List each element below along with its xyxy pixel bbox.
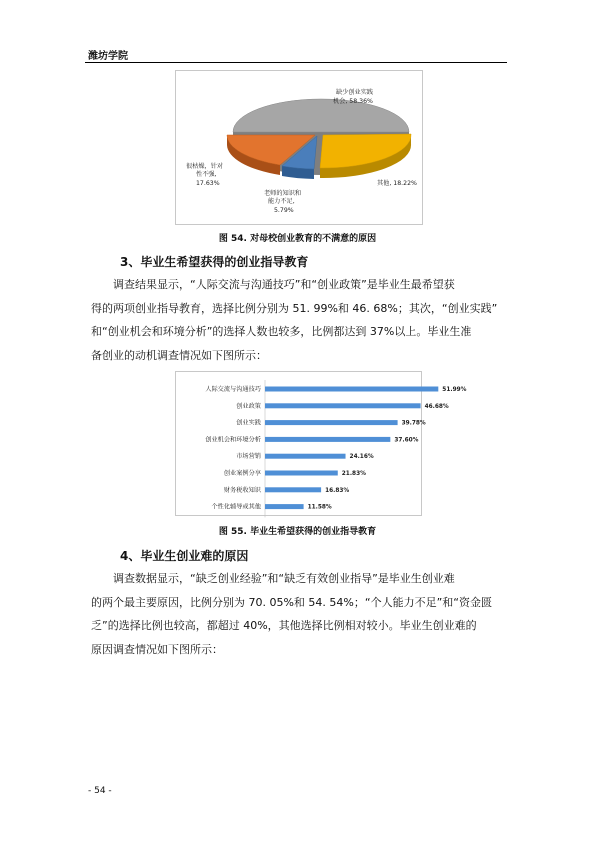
bar-category-label: 财务税收知识 [223, 486, 261, 494]
section-3-title: 3、毕业生希望获得的创业指导教育 [120, 255, 309, 269]
label-other: 其他, 18.22% [377, 180, 417, 187]
bar-value-label: 11.58% [307, 504, 332, 511]
section-4-line: 乏”的选择比例也较高，都超过 40%，其他选择比例相对较小。毕业生创业难的 [91, 619, 477, 632]
label-targeted-l1: 很枯燥，针对 [186, 163, 224, 170]
section-3-line: 和“创业机会和环境分析”的选择人数也较多，比例都达到 37%以上。毕业生准 [91, 325, 472, 338]
label-lack-practice-l1: 缺少创业实践 [336, 89, 374, 96]
pie-chart-svg [176, 71, 422, 224]
label-teacher-l3: 5.79% [274, 207, 294, 214]
bar-value-label: 24.16% [349, 454, 374, 461]
figure-54-caption: 图 54. 对母校创业教育的不满意的原因 [218, 234, 377, 244]
bar [265, 387, 438, 392]
section-4-line: 调查数据显示，“缺乏创业经验”和“缺乏有效创业指导”是毕业生创业难 [113, 572, 455, 585]
label-teacher-l1: 老师的知识和 [264, 190, 302, 197]
header-rule [85, 62, 507, 63]
bar-value-label: 21.83% [341, 471, 366, 477]
bar [265, 471, 338, 476]
section-3-line: 调查结果显示，“人际交流与沟通技巧”和“创业政策”是毕业生最希望获 [113, 278, 455, 291]
label-teacher-l2: 能力不足, [268, 198, 295, 205]
pie-slice-lack-practice [233, 99, 409, 132]
bar [265, 403, 421, 408]
figure-55-bar-chart [175, 371, 467, 516]
section-4-line: 的两个最主要原因，比例分别为 70. 05%和 54. 54%；“个人能力不足”和“资金匮 [91, 595, 492, 609]
section-4-title: 4、毕业生创业难的原因 [120, 549, 249, 563]
bar-category-label: 人际交流与沟通技巧 [205, 386, 261, 393]
section-3-line: 得的两项创业指导教育，选择比例分别为 51. 99%和 46. 68%；其次，“创业实践” [91, 301, 498, 315]
section-3-line: 备创业的动机调查情况如下图所示： [91, 348, 267, 362]
bar-value-label: 39.78% [401, 420, 426, 427]
bar [265, 504, 304, 509]
bar [265, 454, 346, 459]
bar-value-label: 37.60% [394, 437, 419, 444]
label-targeted-l3: 17.63% [196, 180, 220, 187]
bar-value-label: 16.83% [325, 487, 350, 494]
label-lack-practice-l2: 机会, 58.36% [333, 98, 373, 105]
bar-chart-svg [176, 372, 467, 515]
bar-category-label: 创业案例分享 [223, 470, 261, 477]
figure-54-pie-chart [175, 70, 423, 225]
figure-55-caption: 图 55. 毕业生希望获得的创业指导教育 [218, 527, 377, 537]
label-targeted-l2: 性不强, [196, 171, 217, 178]
bar-value-label: 51.99% [442, 387, 467, 393]
bar-category-label: 创业政策 [236, 402, 261, 410]
bar [265, 437, 390, 442]
bar-category-label: 创业机会和环境分析 [205, 436, 261, 444]
bar [265, 487, 321, 492]
bar [265, 420, 398, 425]
section-4-paragraph [91, 567, 509, 661]
bar-category-label: 市场营销 [236, 453, 261, 461]
section-4-line: 原因调查情况如下图所示： [91, 642, 223, 656]
bar-category-label: 创业实践 [236, 419, 261, 427]
pie-slice-other [320, 134, 411, 168]
section-3-paragraph [91, 273, 509, 367]
bar-category-label: 个性化辅导或其他 [211, 503, 261, 511]
bar-value-label: 46.68% [424, 403, 449, 410]
header-title: 潍坊学院 [88, 51, 128, 62]
page-number: - 54 - [88, 786, 112, 796]
